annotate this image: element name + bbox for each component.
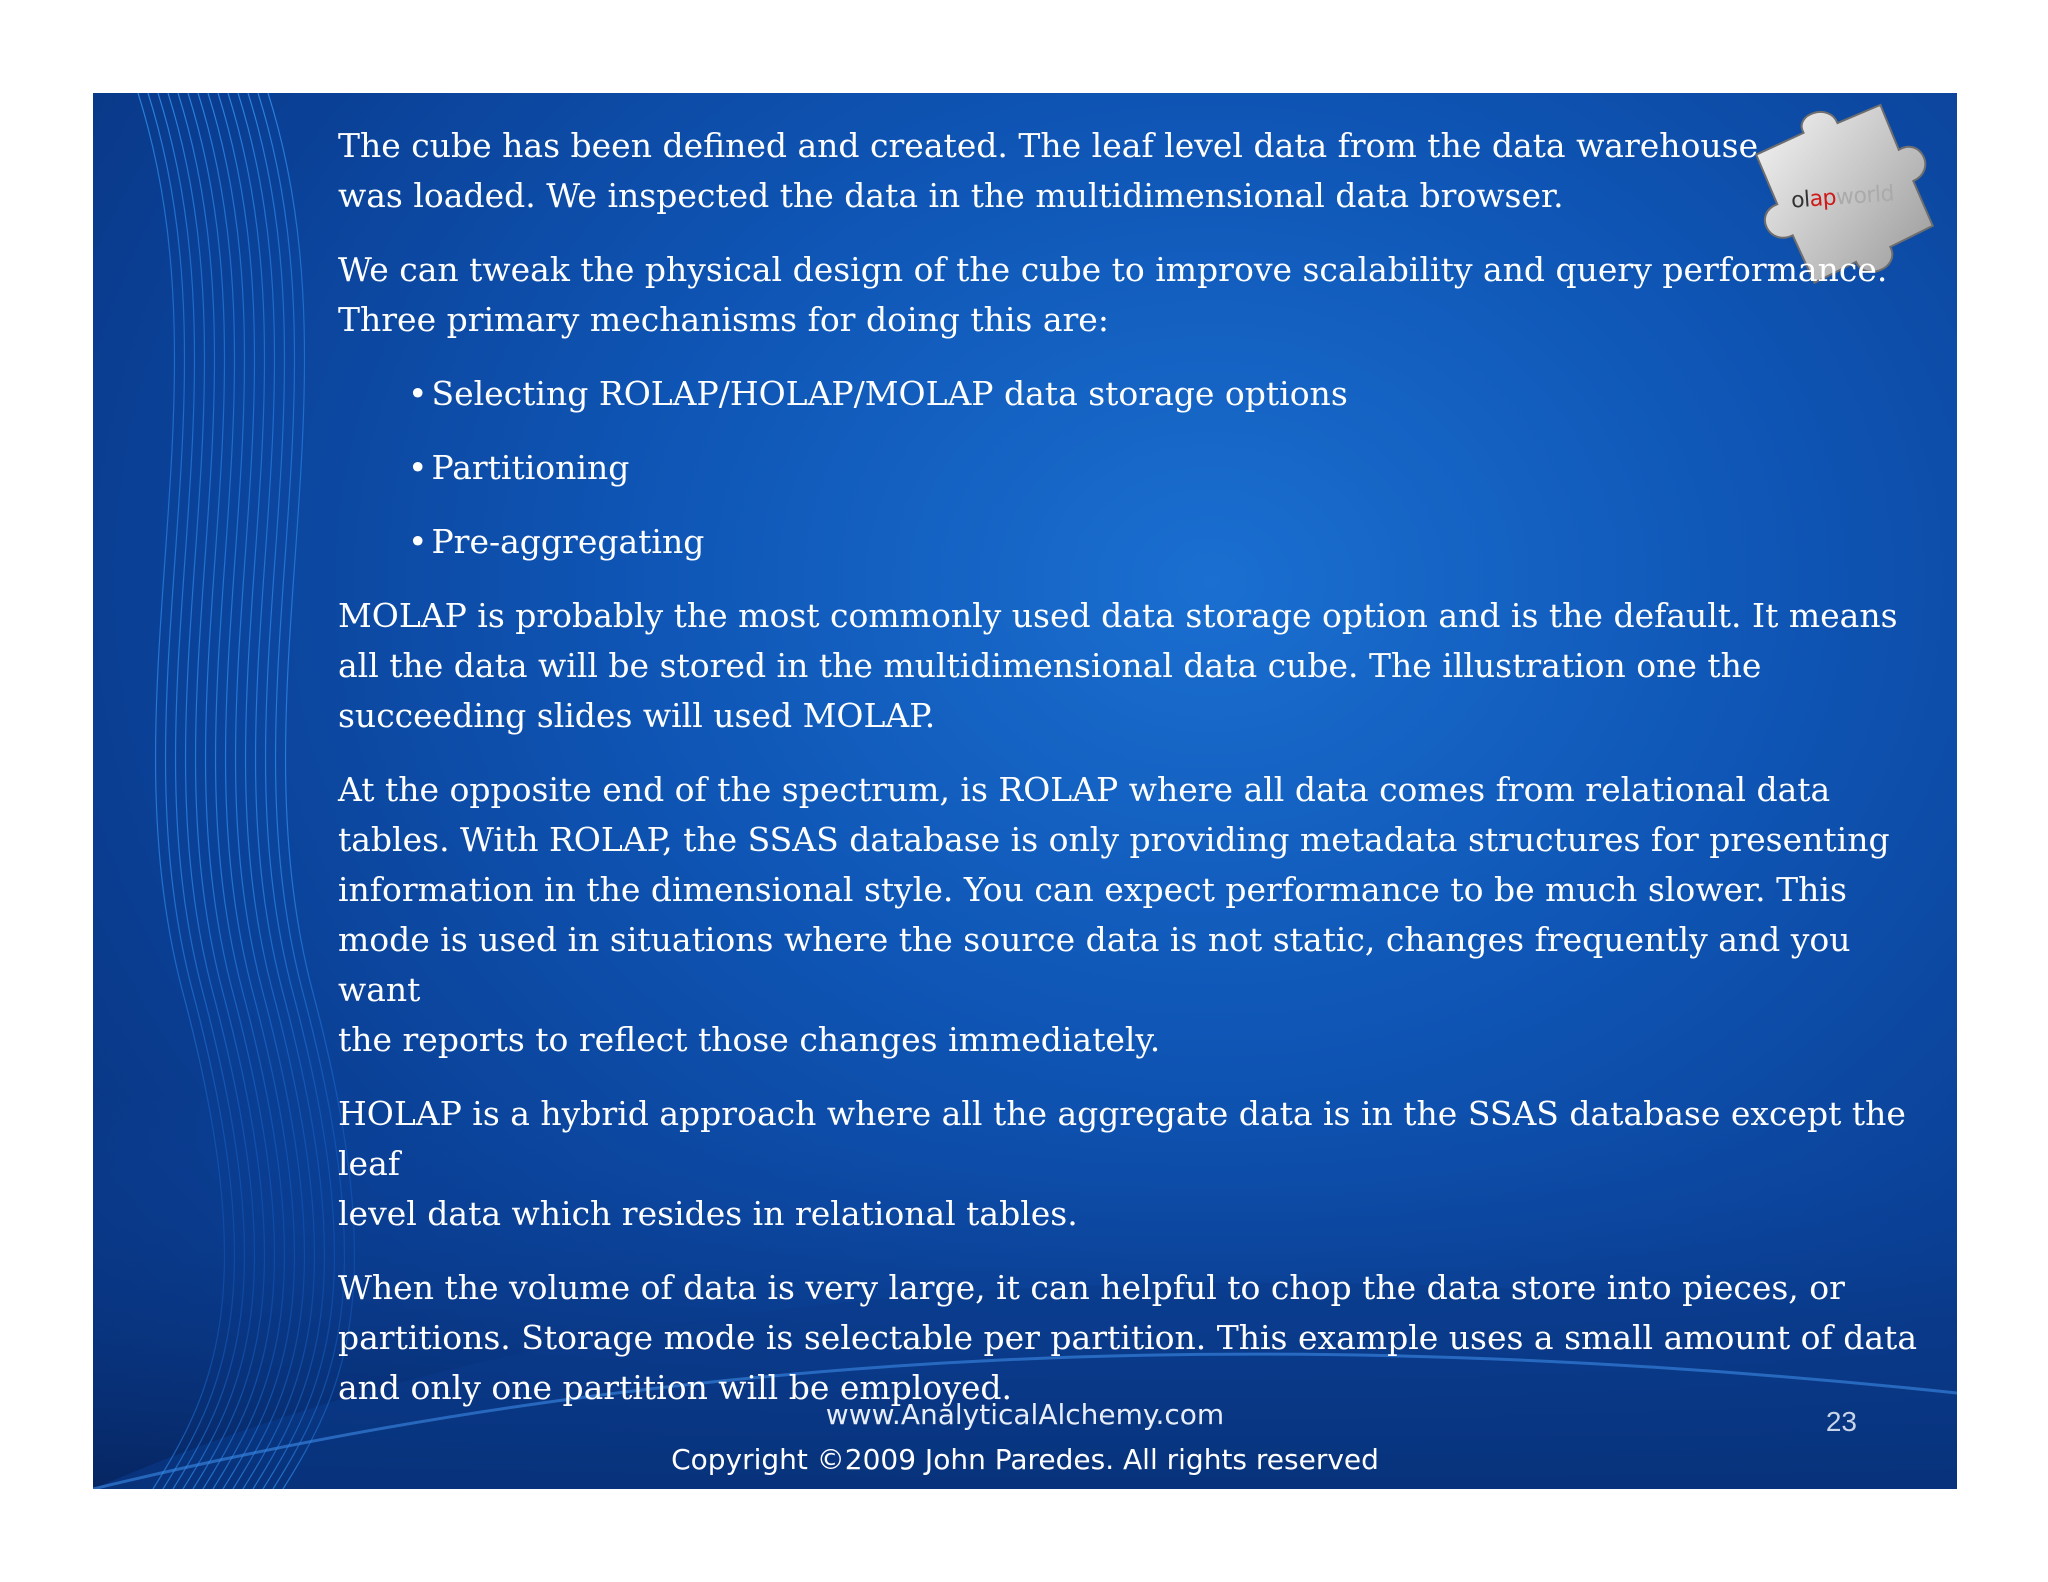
bullet-label: Partitioning bbox=[431, 448, 630, 487]
paragraph-mechanisms: We can tweak the physical design of the cube to improve scalability and query performance. Three primary mechanisms for doing this are: bbox=[338, 250, 1888, 339]
bullet-icon: • bbox=[408, 448, 428, 487]
footer-url: www.AnalyticalAlchemy.com bbox=[825, 1398, 1225, 1431]
page-number: 23 bbox=[1825, 1406, 1857, 1437]
logo-text-world: world bbox=[1835, 181, 1895, 211]
paragraph-molap: MOLAP is probably the most commonly used data storage option and is the default. It means all the data will be stored in the multidimensional data cube. The illustration one the succeeding slides will used MOLAP. bbox=[338, 596, 1898, 735]
logo-text-ol: ol bbox=[1790, 187, 1811, 214]
paragraph-intro: The cube has been defined and created. The leaf level data from the data warehouse was loaded. We inspected the data in the multidimensional data browser. bbox=[338, 126, 1759, 215]
logo-text-ap: ap bbox=[1808, 185, 1837, 213]
bullet-label: Selecting ROLAP/HOLAP/MOLAP data storage options bbox=[431, 374, 1348, 413]
slide-body bbox=[338, 121, 1938, 1437]
bullet-icon: • bbox=[408, 522, 428, 561]
bullet-item bbox=[408, 517, 1938, 567]
bullet-item bbox=[408, 369, 1938, 419]
footer-copyright: Copyright ©2009 John Paredes. All rights reserved bbox=[671, 1443, 1379, 1476]
paragraph-partitions: When the volume of data is very large, it can helpful to chop the data store into pieces, or partitions. Storage mode is selectable per partition. This example uses a small amount of data and only one partition will be employed. bbox=[338, 1268, 1917, 1407]
bullet-item bbox=[408, 443, 1938, 493]
paragraph-rolap: At the opposite end of the spectrum, is ROLAP where all data comes from relational data tables. With ROLAP, the SSAS database is only providing metadata structures for presenting information in the dimensional style. You can expect performance to be much slower. This mode is used in situations where the source data is not static, changes frequently and you want the reports to reflect those changes immediately. bbox=[338, 770, 1890, 1059]
slide bbox=[93, 93, 1957, 1489]
bullet-icon: • bbox=[408, 374, 428, 413]
paragraph-holap: HOLAP is a hybrid approach where all the aggregate data is in the SSAS database except the leaf level data which resides in relational tables. bbox=[338, 1094, 1906, 1233]
bullet-label: Pre-aggregating bbox=[431, 522, 705, 561]
